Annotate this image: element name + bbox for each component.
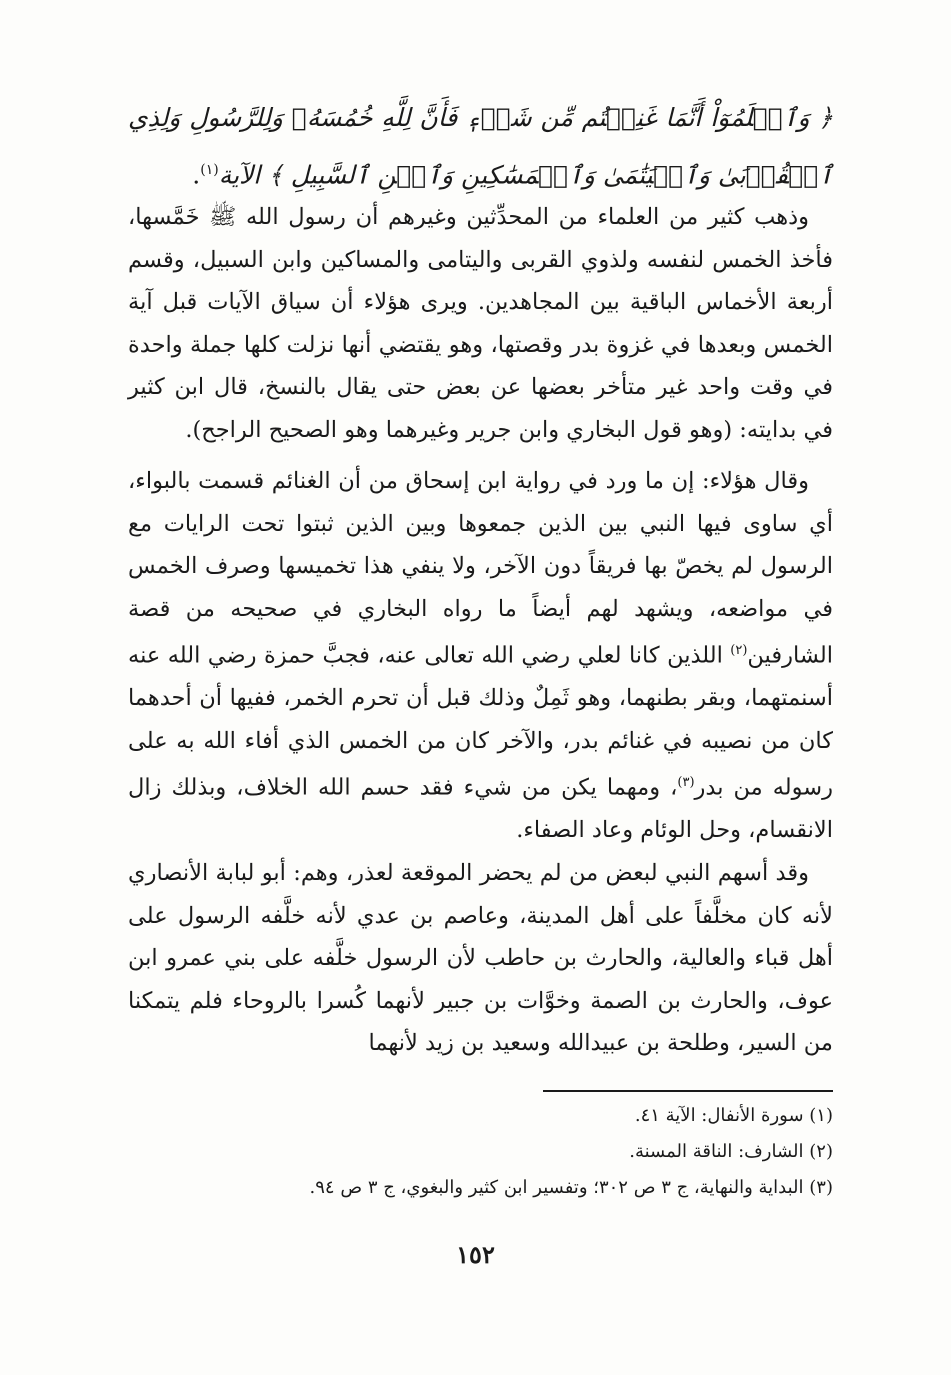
paragraph-3-text: وقد أسهم النبي لبعض من لم يحضر الموقعة لعذر، وهم: أبو لبابة الأنصاري لأنه كان مخلَّفاً على أهل المدينة، وعاصم بن عدي لأنه خلَّفه الرسول على أهل قباء والعالية، والحارث بن حاطب لأن الرسول خلَّفه على بني عمرو ابن عوف، والحارث بن الصمة وخوَّات بن جبير لأنهما كُسرا بالروحاء فلم يتمكنا من السير، وطلحة بن عبيدالله وسعيد بن زيد لأنهما [128, 860, 833, 1056]
quran-verse [128, 92, 833, 201]
footnote-1-marker: (١) [809, 1105, 833, 1126]
paragraph-2-text-after: ، ومهما يكن من شيء فقد حسم الله الخلاف، وبذلك زال الانقسام، وحل الوئام وعاد الصفاء. [128, 774, 833, 843]
footnote-1-text: سورة الأنفال: الآية ٤١. [634, 1105, 804, 1126]
footnote-2 [128, 1134, 833, 1170]
paragraph-2-text-middle: اللذين كانا لعلي رضي الله تعالى عنه، فجبَّ حمزة رضي الله عنه أسنمتهما، وبقر بطنهما، وهو ثَمِلٌ وذلك قبل أن تحرم الخمر، ففيها أن أحدهما كان من نصيبه في غنائم بدر، والآخر كان من الخمس الذي أفاء الله به على رسوله من بدر [128, 642, 834, 801]
paragraph-1 [128, 196, 833, 451]
footnote-marker-1: (١) [200, 162, 219, 178]
footnote-1 [128, 1098, 833, 1134]
paragraph-1-text: وذهب كثير من العلماء من المحدِّثين وغيرهم أن رسول الله ﷺ خَمَّسها، فأخذ الخمس لنفسه ولذوي القربى واليتامى والمساكين وابن السبيل، وقسم أربعة الأخماس الباقية بين المجاهدين. ويرى هؤلاء أن سياق الآيات قبل آية الخمس وبعدها في غزوة بدر وقصتها، وهو يقتضي أنها نزلت كلها جملة واحدة في وقت واحد غير متأخر بعضها عن بعض حتى يقال بالنسخ، قال ابن كثير في بدايته: (وهو قول البخاري وابن جرير وغيرهما وهو الصحيح الراجح). [128, 204, 833, 443]
paragraph-2-text-before: وقال هؤلاء: إن ما ورد في رواية ابن إسحاق من أن الغنائم قسمت بالبواء، أي ساوى فيها النبي بين الذين جمعوها وبين الذين ثبتوا تحت الرايات مع الرسول لم يخصّ بها فريقاً دون الآخر، ولا ينفي هذا تخميسها وصرف الخمس في مواضعه، ويشهد لهم أيضاً ما رواه البخاري في صحيحه من قصة الشارفين [128, 468, 833, 669]
footnote-marker-2: (٢) [730, 643, 748, 658]
verse-end: . [192, 160, 201, 190]
verse-text: ﴿ وَٱعۡلَمُوٓاْ أَنَّمَا غَنِمۡتُم مِّن شَيۡءٖ فَأَنَّ لِلَّهِ خُمُسَهُۥ وَلِلرَّسُولِ وَلِذِي ٱلۡقُرۡبَىٰ وَٱلۡيَتَٰمَىٰ وَٱلۡمَسَٰكِينِ وَٱبۡنِ ٱلسَّبِيلِ ﴾ الآية [128, 103, 833, 190]
footnote-marker-3: (٣) [677, 775, 695, 790]
paragraph-2 [128, 460, 833, 852]
page-number: ١٥٢ [456, 1240, 495, 1269]
footnote-3 [128, 1170, 833, 1206]
footnotes [128, 1098, 833, 1206]
footnote-3-text: البداية والنهاية، ج ٣ ص ٣٠٢؛ وتفسير ابن كثير والبغوي، ج ٣ ص ٩٤. [309, 1177, 804, 1198]
footnote-2-marker: (٢) [809, 1141, 833, 1162]
footnote-separator [543, 1090, 833, 1092]
footnote-3-marker: (٣) [809, 1177, 833, 1198]
paragraph-3 [128, 852, 833, 1065]
footnote-2-text: الشارف: الناقة المسنة. [629, 1141, 804, 1162]
